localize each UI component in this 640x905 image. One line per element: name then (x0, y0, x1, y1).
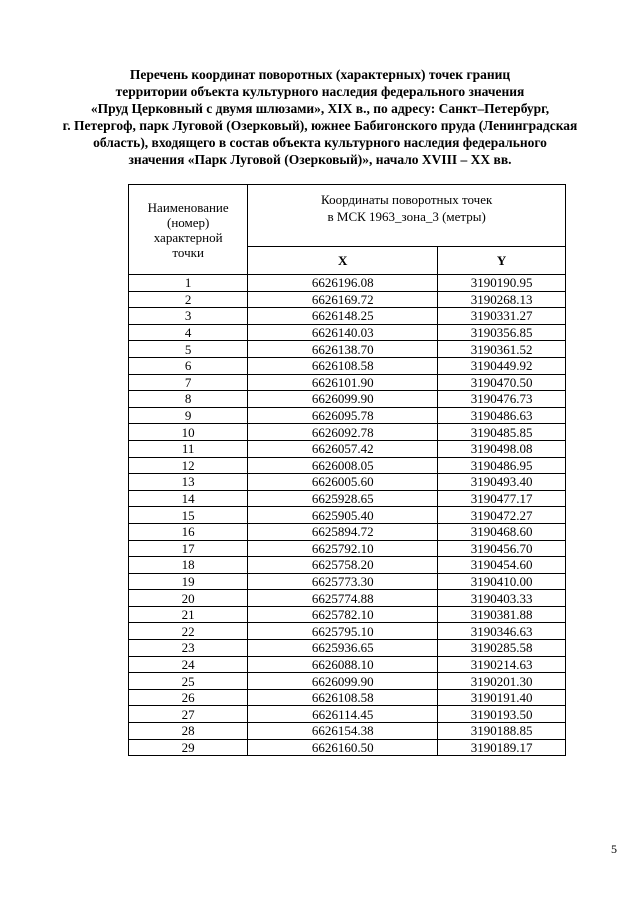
table-row (129, 540, 566, 557)
point-number-cell: 23 (129, 640, 248, 657)
table-row (129, 308, 566, 325)
x-coordinate-cell: 6625782.10 (248, 606, 438, 623)
table-row (129, 490, 566, 507)
point-number-cell: 26 (129, 689, 248, 706)
header-coordinates (248, 185, 566, 247)
y-coordinate-cell: 3190486.63 (438, 407, 566, 424)
x-coordinate-cell: 6626101.90 (248, 374, 438, 391)
table-row (129, 457, 566, 474)
point-number-cell: 25 (129, 673, 248, 690)
point-number-cell: 11 (129, 440, 248, 457)
table-row (129, 739, 566, 756)
table-row (129, 656, 566, 673)
x-coordinate-cell: 6626196.08 (248, 275, 438, 292)
table-row (129, 640, 566, 657)
point-number-cell: 4 (129, 324, 248, 341)
x-coordinate-cell: 6626148.25 (248, 308, 438, 325)
title-line: область), входящего в состав объекта культурного наследия федерального (93, 135, 547, 150)
table-row (129, 673, 566, 690)
y-coordinate-cell: 3190188.85 (438, 723, 566, 740)
title-line: значения «Парк Луговой (Озерковый)», начало XVIII – XX вв. (128, 152, 512, 167)
point-number-cell: 7 (129, 374, 248, 391)
x-coordinate-cell: 6625894.72 (248, 523, 438, 540)
table-row (129, 706, 566, 723)
point-number-cell: 2 (129, 291, 248, 308)
x-coordinate-cell: 6626114.45 (248, 706, 438, 723)
page-number: 5 (611, 842, 617, 856)
point-number-cell: 1 (129, 275, 248, 292)
point-number-cell: 27 (129, 706, 248, 723)
point-number-cell: 21 (129, 606, 248, 623)
x-coordinate-cell: 6626154.38 (248, 723, 438, 740)
point-number-cell: 22 (129, 623, 248, 640)
x-coordinate-cell: 6626088.10 (248, 656, 438, 673)
point-number-cell: 16 (129, 523, 248, 540)
x-coordinate-cell: 6626108.58 (248, 689, 438, 706)
y-coordinate-cell: 3190468.60 (438, 523, 566, 540)
x-coordinate-cell: 6626092.78 (248, 424, 438, 441)
x-coordinate-cell: 6625774.88 (248, 590, 438, 607)
y-coordinate-cell: 3190193.50 (438, 706, 566, 723)
point-number-cell: 9 (129, 407, 248, 424)
point-number-cell: 15 (129, 507, 248, 524)
y-coordinate-cell: 3190477.17 (438, 490, 566, 507)
table-row (129, 424, 566, 441)
y-coordinate-cell: 3190201.30 (438, 673, 566, 690)
table-row (129, 689, 566, 706)
x-coordinate-cell: 6626099.90 (248, 391, 438, 408)
point-number-cell: 13 (129, 474, 248, 491)
header-y: Y (438, 247, 566, 275)
title-line: территории объекта культурного наследия федерального значения (115, 84, 525, 99)
y-coordinate-cell: 3190472.27 (438, 507, 566, 524)
table-row (129, 275, 566, 292)
table-row (129, 573, 566, 590)
point-number-cell: 20 (129, 590, 248, 607)
table-row (129, 324, 566, 341)
y-coordinate-cell: 3190470.50 (438, 374, 566, 391)
table-row (129, 723, 566, 740)
header-name-line: точки (172, 244, 204, 260)
point-number-cell: 8 (129, 391, 248, 408)
x-coordinate-cell: 6625773.30 (248, 573, 438, 590)
y-coordinate-cell: 3190381.88 (438, 606, 566, 623)
point-number-cell: 28 (129, 723, 248, 740)
table-row (129, 590, 566, 607)
y-coordinate-cell: 3190285.58 (438, 640, 566, 657)
point-number-cell: 5 (129, 341, 248, 358)
table-row (129, 623, 566, 640)
x-coordinate-cell: 6626008.05 (248, 457, 438, 474)
x-coordinate-cell: 6625795.10 (248, 623, 438, 640)
header-x: X (248, 247, 438, 275)
header-coords-line: Координаты поворотных точек (321, 192, 493, 207)
y-coordinate-cell: 3190361.52 (438, 341, 566, 358)
y-coordinate-cell: 3190410.00 (438, 573, 566, 590)
table-row (129, 357, 566, 374)
table-row (129, 507, 566, 524)
table-row (129, 407, 566, 424)
point-number-cell: 10 (129, 424, 248, 441)
y-coordinate-cell: 3190191.40 (438, 689, 566, 706)
point-number-cell: 14 (129, 490, 248, 507)
coordinates-table (128, 184, 566, 756)
table-row (129, 523, 566, 540)
y-coordinate-cell: 3190449.92 (438, 357, 566, 374)
table-row (129, 374, 566, 391)
y-coordinate-cell: 3190454.60 (438, 557, 566, 574)
y-coordinate-cell: 3190189.17 (438, 739, 566, 756)
header-name-line: (номер) (166, 214, 210, 230)
table-row (129, 341, 566, 358)
x-coordinate-cell: 6625758.20 (248, 557, 438, 574)
document-title (60, 66, 580, 168)
x-coordinate-cell: 6625928.65 (248, 490, 438, 507)
y-coordinate-cell: 3190346.63 (438, 623, 566, 640)
y-coordinate-cell: 3190331.27 (438, 308, 566, 325)
table-row (129, 557, 566, 574)
header-name-line: характерной (153, 229, 223, 245)
point-number-cell: 24 (129, 656, 248, 673)
header-point-name (129, 185, 248, 275)
table-row (129, 291, 566, 308)
table-row (129, 474, 566, 491)
point-number-cell: 17 (129, 540, 248, 557)
x-coordinate-cell: 6626108.58 (248, 357, 438, 374)
table-row (129, 440, 566, 457)
x-coordinate-cell: 6626160.50 (248, 739, 438, 756)
x-coordinate-cell: 6626005.60 (248, 474, 438, 491)
x-coordinate-cell: 6626169.72 (248, 291, 438, 308)
y-coordinate-cell: 3190493.40 (438, 474, 566, 491)
point-number-cell: 12 (129, 457, 248, 474)
title-line: «Пруд Церковный с двумя шлюзами», XIX в., по адресу: Санкт–Петербург, (90, 101, 550, 116)
y-coordinate-cell: 3190498.08 (438, 440, 566, 457)
y-coordinate-cell: 3190214.63 (438, 656, 566, 673)
table-row (129, 391, 566, 408)
header-name-line: Наименование (147, 199, 229, 215)
point-number-cell: 18 (129, 557, 248, 574)
header-coords-line: в МСК 1963_зона_3 (метры) (327, 209, 486, 224)
point-number-cell: 29 (129, 739, 248, 756)
y-coordinate-cell: 3190268.13 (438, 291, 566, 308)
x-coordinate-cell: 6626095.78 (248, 407, 438, 424)
x-coordinate-cell: 6625792.10 (248, 540, 438, 557)
y-coordinate-cell: 3190190.95 (438, 275, 566, 292)
point-number-cell: 3 (129, 308, 248, 325)
point-number-cell: 6 (129, 357, 248, 374)
table-body (129, 275, 566, 756)
y-coordinate-cell: 3190485.85 (438, 424, 566, 441)
x-coordinate-cell: 6626099.90 (248, 673, 438, 690)
y-coordinate-cell: 3190403.33 (438, 590, 566, 607)
x-coordinate-cell: 6625936.65 (248, 640, 438, 657)
y-coordinate-cell: 3190486.95 (438, 457, 566, 474)
y-coordinate-cell: 3190456.70 (438, 540, 566, 557)
y-coordinate-cell: 3190356.85 (438, 324, 566, 341)
title-line: Перечень координат поворотных (характерных) точек границ (129, 67, 511, 82)
table-row (129, 606, 566, 623)
title-line: г. Петергоф, парк Луговой (Озерковый), южнее Бабигонского пруда (Ленинградская (62, 118, 578, 133)
x-coordinate-cell: 6625905.40 (248, 507, 438, 524)
x-coordinate-cell: 6626138.70 (248, 341, 438, 358)
x-coordinate-cell: 6626140.03 (248, 324, 438, 341)
x-coordinate-cell: 6626057.42 (248, 440, 438, 457)
point-number-cell: 19 (129, 573, 248, 590)
y-coordinate-cell: 3190476.73 (438, 391, 566, 408)
